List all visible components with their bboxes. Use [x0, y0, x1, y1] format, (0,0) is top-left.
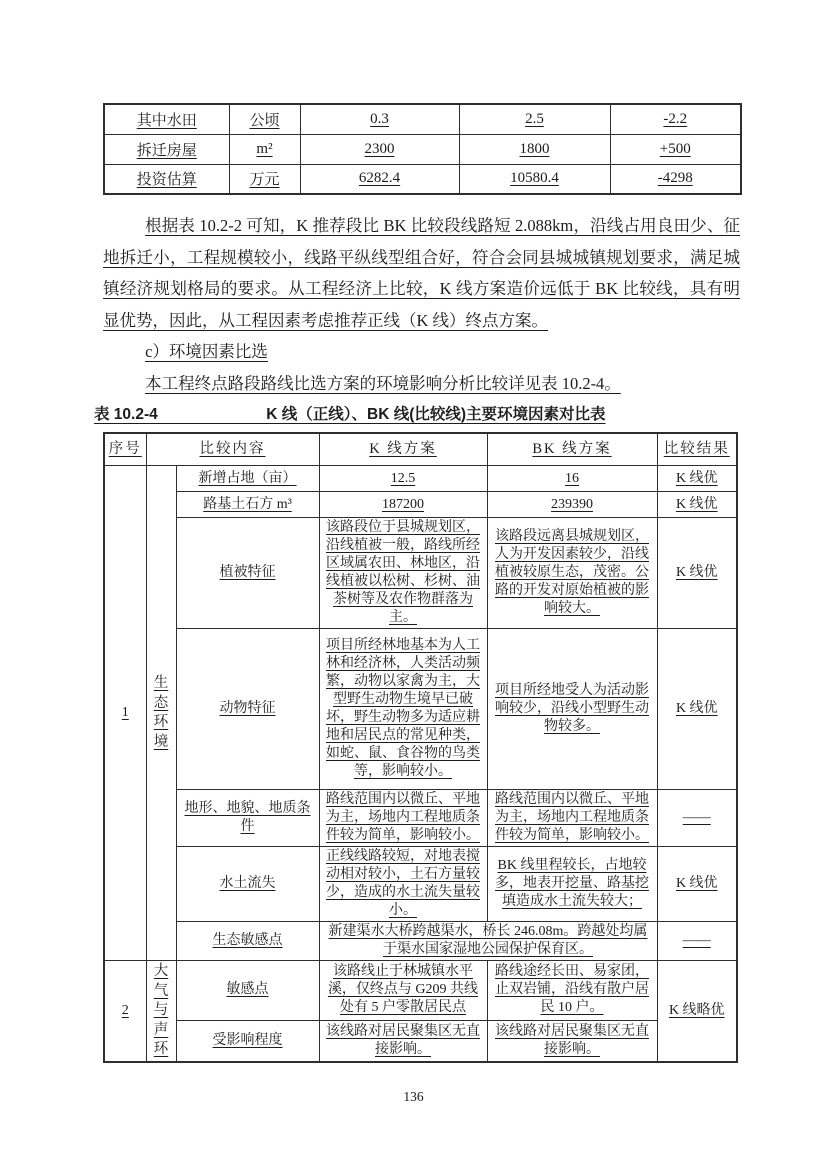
row-label: 植被特征: [176, 518, 319, 629]
table-row: [104, 164, 741, 194]
bk-cell: 16: [487, 466, 657, 492]
k-cell: 路线范围内以微丘、平地为主，场地内工程地质条件较为简单，影响较小。: [319, 790, 487, 847]
heading-environment-factors: c）环境因素比选: [145, 342, 268, 361]
section-seq: 1: [104, 466, 146, 961]
table-row: [104, 466, 737, 492]
result-cell: K 线优: [657, 518, 737, 629]
table-row: [104, 492, 737, 518]
k-cell: 正线线路较短，对地表搅动相对较小，土石方量较少，造成的水土流失量较小。: [319, 847, 487, 922]
table-row: [104, 104, 741, 134]
row-label: 敏感点: [176, 961, 319, 1021]
result-cell: ——: [657, 922, 737, 961]
result-cell: K 线优: [657, 847, 737, 922]
bk-cell: 239390: [487, 492, 657, 518]
table-row: [104, 790, 737, 847]
bk-value: 2.5: [459, 104, 610, 134]
diff-value: +500: [610, 134, 741, 164]
bk-value: 10580.4: [459, 164, 610, 194]
page-number: 136: [403, 1089, 424, 1104]
table-row: [104, 629, 737, 790]
header-bk: BK 线方案: [487, 433, 657, 466]
result-cell: ——: [657, 790, 737, 847]
row-label: 路基土石方 m³: [176, 492, 319, 518]
row-label: 其中水田: [104, 104, 229, 134]
row-unit: 万元: [229, 164, 300, 194]
table-row: [104, 922, 737, 961]
result-cell: K 线优: [657, 629, 737, 790]
k-cell: 该线路对居民聚集区无直接影响。: [319, 1020, 487, 1061]
table-row: [104, 134, 741, 164]
table-row: [104, 847, 737, 922]
table-row: [104, 961, 737, 1021]
vertical-category-label: 大气与声环: [153, 963, 169, 1057]
section-category: [146, 961, 176, 1062]
k-value: 6282.4: [300, 164, 459, 194]
merged-cell: 新建渠水大桥跨越渠水，桥长 246.08m。跨越处均属于渠水国家湿地公园保护保育区。: [319, 922, 657, 961]
row-label: 投资估算: [104, 164, 229, 194]
result-cell: K 线略优: [657, 961, 737, 1062]
row-label: 受影响程度: [176, 1020, 319, 1061]
bk-cell: 该路段远离县城规划区，人为开发因素较少，沿线植被较原生态，茂密。公路的开发对原始植被的影响较大。: [487, 518, 657, 629]
header-row: [104, 433, 737, 466]
section-seq: 2: [104, 961, 146, 1062]
row-label: 生态敏感点: [176, 922, 319, 961]
k-cell: 项目所经林地基本为人工林和经济林，人类活动频繁，动物以家禽为主，大型野生动物生境早已破坏，野生动物多为适应耕地和居民点的常见种类，如蛇、鼠、食谷物的鸟类等，影响较小。: [319, 629, 487, 790]
bk-cell: 路线途经长田、易家团，止双岩铺，沿线有散户居民 10 户。: [487, 961, 657, 1021]
k-cell: 该路线止于林城镇水平溪，仅终点与 G209 共线处有 5 户零散居民点: [319, 961, 487, 1021]
header-result: 比较结果: [657, 433, 737, 466]
vertical-category-label: 生态环境: [153, 675, 169, 750]
comparison-table: [103, 432, 738, 1063]
row-label: 水土流失: [176, 847, 319, 922]
section-category: [146, 466, 176, 961]
row-label: 新增占地（亩）: [176, 466, 319, 492]
result-cell: K 线优: [657, 466, 737, 492]
bk-value: 1800: [459, 134, 610, 164]
row-label: 地形、地貌、地质条件: [176, 790, 319, 847]
diff-value: -2.2: [610, 104, 741, 134]
table-row: [104, 1020, 737, 1061]
table-caption: 表 10.2-4 K 线（正线）、BK 线(比较线)主要环境因素对比表: [94, 406, 606, 423]
row-label: 动物特征: [176, 629, 319, 790]
bk-cell: 路线范围内以微丘、平地为主，场地内工程地质条件较为简单，影响较小。: [487, 790, 657, 847]
table-row: [104, 518, 737, 629]
diff-value: -4298: [610, 164, 741, 194]
top-table: [103, 103, 742, 195]
row-unit: 公顷: [229, 104, 300, 134]
bk-cell: 项目所经地受人为活动影响较少，沿线小型野生动物较多。: [487, 629, 657, 790]
k-cell: 该路段位于县城规划区，沿线植被一般，路线所经区域属农田、林地区，沿线植被以松树、杉树、油茶树等及农作物群落为主。: [319, 518, 487, 629]
row-label: 拆迁房屋: [104, 134, 229, 164]
paragraph-engineering-comparison: 根据表 10.2-2 可知，K 推荐段比 BK 比较段线路短 2.088km，沿线占用良田少、征地拆迁小，工程规模较小，线路平纵线型组合好，符合会同县城城镇规划要求，满足城镇经济规划格局的要求。从工程经济上比较，K 线方案造价远低于 BK 比较线，具有明显优势，因此，从工程因素考虑推荐正线（K 线）终点方案。: [103, 216, 740, 330]
body-text: [94, 210, 740, 431]
k-value: 0.3: [300, 104, 459, 134]
bk-cell: BK 线里程较长，占地较多，地表开挖量、路基挖填造成水土流失较大；: [487, 847, 657, 922]
k-cell: 187200: [319, 492, 487, 518]
paragraph-table-reference: 本工程终点路段路线比选方案的环境影响分析比较详见表 10.2-4。: [145, 373, 621, 393]
header-k: K 线方案: [319, 433, 487, 466]
header-seq: 序号: [104, 433, 146, 466]
page-content: [94, 103, 740, 1063]
k-cell: 12.5: [319, 466, 487, 492]
header-content: 比较内容: [146, 433, 319, 466]
bk-cell: 该线路对居民聚集区无直接影响。: [487, 1020, 657, 1061]
row-unit: m²: [229, 134, 300, 164]
result-cell: K 线优: [657, 492, 737, 518]
k-value: 2300: [300, 134, 459, 164]
